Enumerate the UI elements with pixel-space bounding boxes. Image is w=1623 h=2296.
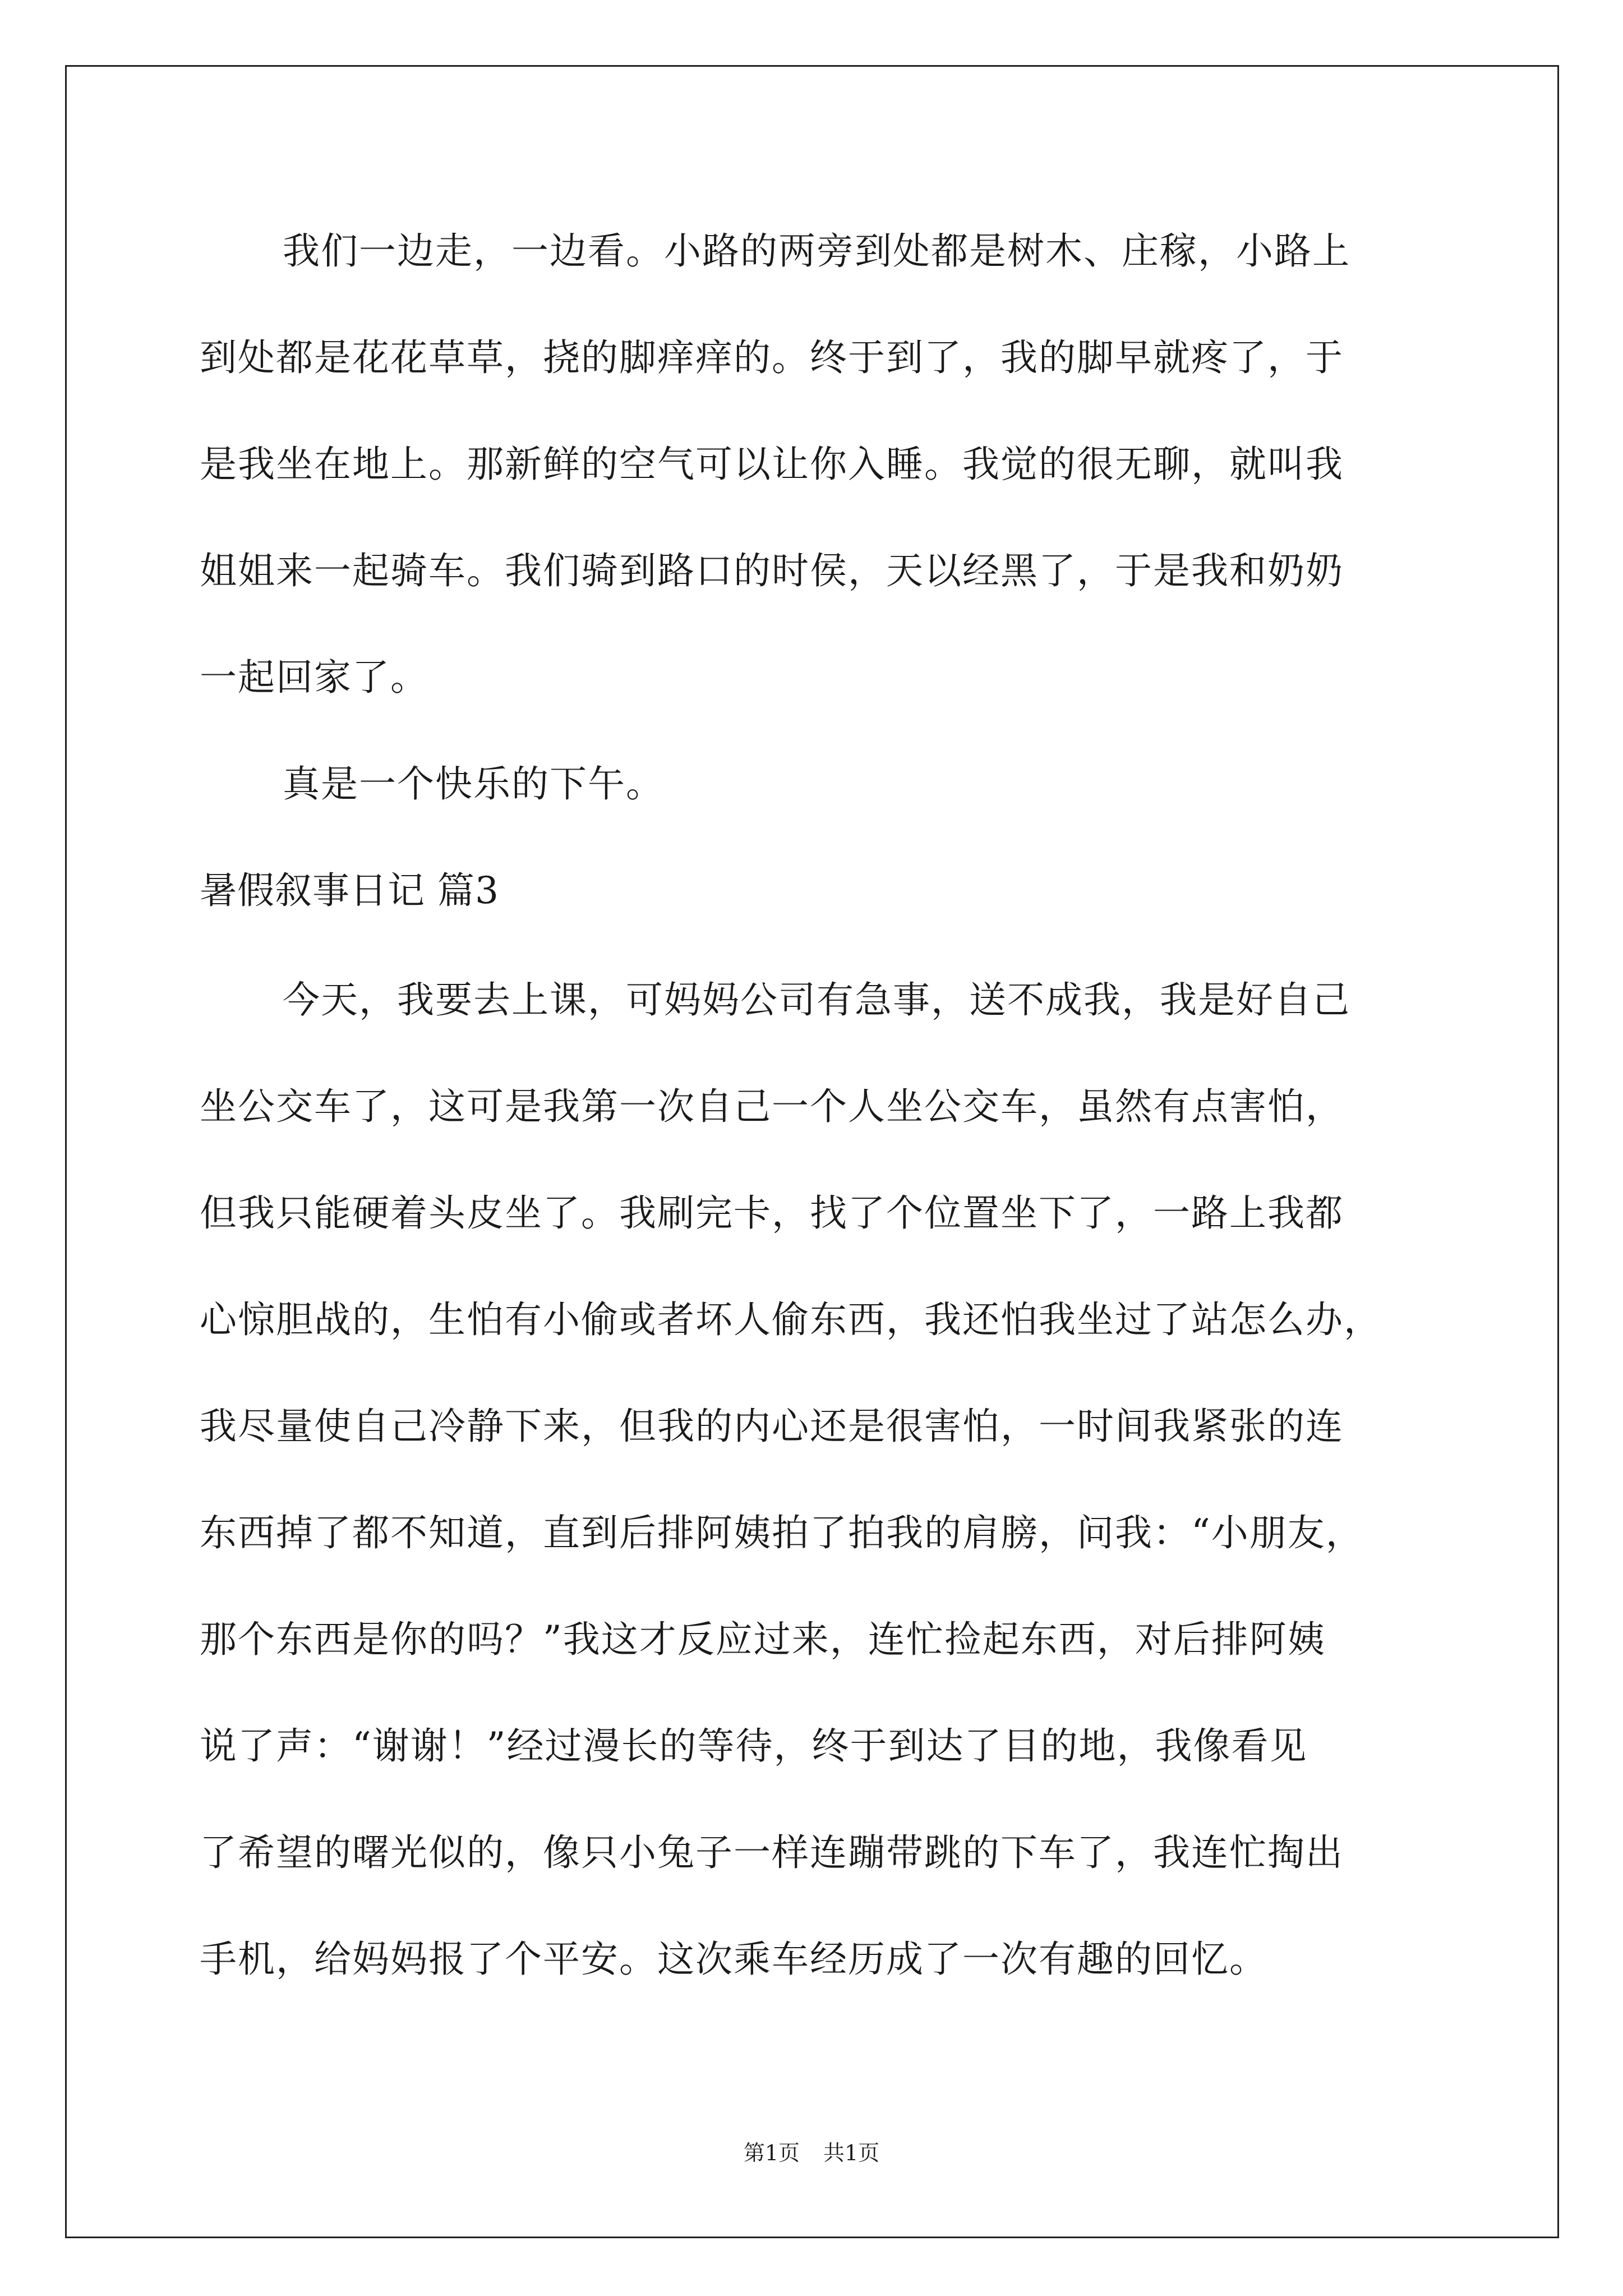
paragraph-line: 是我坐在地上。那新鲜的空气可以让你入睡。我觉的很无聊，就叫我 (200, 443, 1344, 486)
paragraph-line: 我们一边走，一边看。小路的两旁到处都是树木、庄稼，小路上 (283, 229, 1350, 273)
paragraph-line: 到处都是花花草草，挠的脚痒痒的。终于到了，我的脚早就疼了，于 (200, 336, 1344, 379)
paragraph-line: 说了声：“谢谢！”经过漫长的等待，终于到达了目的地，我像看见 (200, 1724, 1308, 1768)
page-number-current: 第1页 (743, 2141, 800, 2165)
paragraph-line: 一起回家了。 (200, 656, 428, 699)
paragraph-line: 那个东西是你的吗？”我这才反应过来，连忙捡起东西，对后排阿姨 (200, 1618, 1326, 1661)
paragraph-line: 真是一个快乐的下午。 (283, 762, 664, 806)
paragraph-line: 今天，我要去上课，可妈妈公司有急事，送不成我，我是好自己 (283, 978, 1350, 1022)
document-body (200, 218, 1484, 2032)
paragraph-line: 心惊胆战的，生怕有小偷或者坏人偷东西，我还怕我坐过了站怎么办， (200, 1298, 1382, 1341)
paragraph-line: 了希望的曙光似的，像只小兔子一样连蹦带跳的下车了，我连忙掏出 (200, 1831, 1344, 1874)
paragraph-line: 东西掉了都不知道，直到后排阿姨拍了拍我的肩膀，问我：“小朋友， (200, 1511, 1364, 1554)
paragraph-line: 姐姐来一起骑车。我们骑到路口的时侯，天以经黑了，于是我和奶奶 (200, 549, 1344, 592)
page-footer (0, 2139, 1623, 2167)
section-heading: 暑假叙事日记 篇3 (200, 869, 499, 912)
paragraph-line: 手机，给妈妈报了个平安。这次乘车经历成了一次有趣的回忆。 (200, 1938, 1267, 1981)
page-number-total: 共1页 (823, 2141, 880, 2165)
paragraph-line: 我尽量使自己冷静下来，但我的内心还是很害怕，一时间我紧张的连 (200, 1405, 1344, 1448)
paragraph-line: 但我只能硬着头皮坐了。我刷完卡，找了个位置坐下了，一路上我都 (200, 1191, 1344, 1235)
paragraph-line: 坐公交车了，这可是我第一次自己一个人坐公交车，虽然有点害怕， (200, 1085, 1344, 1128)
